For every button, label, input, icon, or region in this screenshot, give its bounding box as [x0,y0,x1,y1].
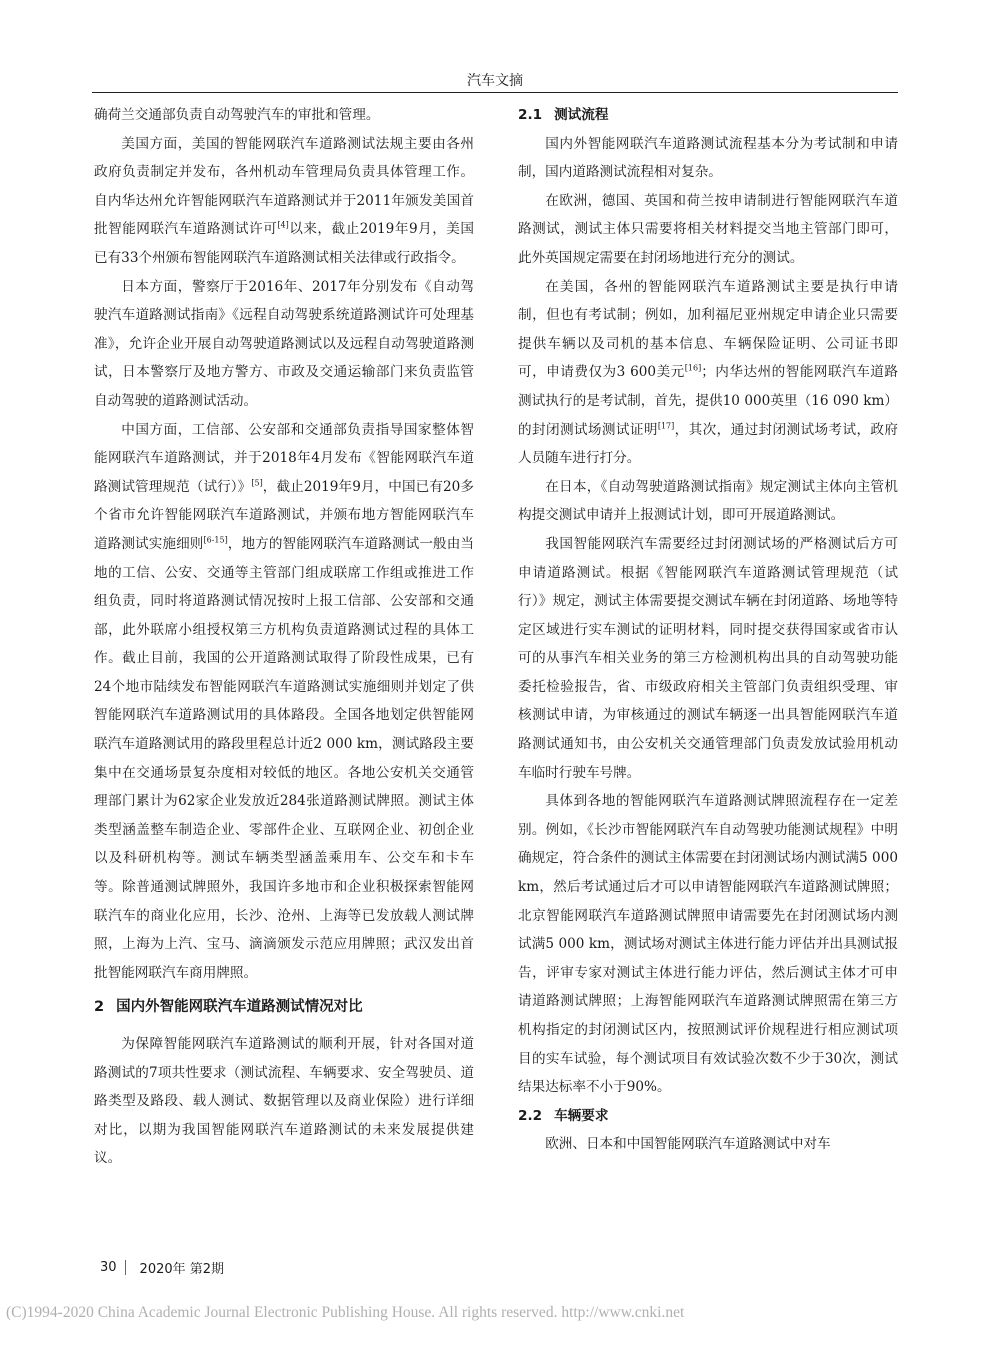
paragraph-text: 中国方面，工信部、公安部和交通部负责指导国家整体智能网联汽车道路测试，并于2018年4月发布《智能网联汽车道路测试管理规范（试行）》 [94,421,474,495]
subsection-heading [518,1102,898,1131]
section-heading [94,993,474,1022]
copyright-watermark: (C)1994-2020 China Academic Journal Electronic Publishing House. All rights reserved. http://www.cnki.net [6,1304,685,1321]
paragraph-text: ；内华达州的智能网联汽车道路测试执行的是考试制，首先，提供10 000英里（16 090 km）的封闭测试场测试证明 [518,364,898,438]
paragraph-japan: 日本方面，警察厅于2016年、2017年分别发布《自动驾驶汽车道路测试指南》《远程自动驾驶系统道路测试许可处理基准》，允许企业开展自动驾驶道路测试以及远程自动驾驶道路测试，日本警察厅及地方警方、市政及交通运输部门来负责监管自动驾驶的道路测试活动。 [94,278,474,409]
paragraph-text: 美国方面，美国的智能网联汽车道路测试法规主要由各州政府负责制定并发布，各州机动车管理局负责具体管理工作。自内华达州允许智能网联汽车道路测试并于2011年颁发美国首批智能网联汽车道路测试许可 [94,135,474,238]
subsection-number: 2.2 [518,1107,543,1124]
paragraph-europe: 在欧洲，德国、英国和荷兰按申请制进行智能网联汽车道路测试，测试主体只需要将相关材料提交当地主管部门即可，此外英国规定需要在封闭场地进行充分的测试。 [518,192,898,266]
citation-ref[interactable]: [5] [251,478,263,488]
subsection-heading [518,101,898,130]
paragraph-text: ，截止2019年9月，中国已有20多个省市允许智能网联汽车道路测试，并颁布地方智能网联汽车道路测试实施细则 [94,478,475,552]
paragraph-japan-process: 在日本，《自动驾驶道路测试指南》规定测试主体向主管机构提交测试申请并上报测试计划，即可开展道路测试。 [518,478,898,524]
journal-title: 汽车文摘 [467,73,523,89]
section-number: 2 [94,999,105,1016]
citation-ref[interactable]: [16] [684,363,702,373]
right-column [518,101,898,1159]
paragraph-text: ，地方的智能网联汽车道路测试一般由当地的工信、公安、交通等主管部门组成联席工作组或推进工作组负责，同时将道路测试情况按时上报工信部、公安部和交通部，此外联席小组授权第三方机构负责道路测试过程的具体工作。截止目前，我国的公开道路测试取得了阶段性成果，已有24个地市陆续发布智能网联汽车道路测试实施细则并划定了供智能网联汽车道路测试用的具体路段。全国各地划定供智能网联汽车道路测试用的路段里程总计近2 000 km，测试路段主要集中在交通场景复杂度相对较低的地区。各地公安机关交通管理部门累计为62家企业发放近284张道路测试牌照。测试主体类型涵盖整车制造企业、零部件企业、互联网企业、初创企业以及科研机构等。测试车辆类型涵盖乘用车、公交车和卡车等。除普通测试牌照外，我国许多地市和企业积极探索智能网联汽车的商业化应用，长沙、沧州、上海等已发放载人测试牌照，上海为上汽、宝马、滴滴颁发示范应用牌照；武汉发出首批智能网联汽车商用牌照。 [94,535,475,981]
paragraph-text: 在美国，各州的智能网联汽车道路测试主要是执行申请制，但也有考试制；例如，加利福尼亚州规定申请企业只需要提供车辆以及司机的基本信息、车辆保险证明、公司证书即可，申请费仅为3 600美元 [518,278,898,381]
section-title: 国内外智能网联汽车道路测试情况对比 [116,999,363,1016]
paragraph-china-process: 我国智能网联汽车需要经过封闭测试场的严格测试后方可申请道路测试。根据《智能网联汽车道路测试管理规范（试行）》规定，测试主体需要提交测试车辆在封闭道路、场地等特定区域进行实车测试的证明材料，同时提交获得国家或省市认可的从事汽车相关业务的第三方检测机构出具的自动驾驶功能委托检验报告，省、市级政府相关主管部门负责组织受理、审核测试申请，为审核通过的测试车辆逐一出具智能网联汽车道路测试通知书，由公安机关交通管理部门负责发放试验用机动车临时行驶车号牌。 [518,535,898,781]
paragraph-us [94,130,474,273]
paragraph-china [94,416,474,988]
citation-ref[interactable]: [4] [277,220,289,230]
subsection-title: 车辆要求 [554,1107,609,1124]
subsection-number: 2.1 [518,107,543,123]
left-column [94,101,474,1173]
citation-ref[interactable]: [17] [657,421,675,430]
page-footer [100,1258,224,1277]
issue-label: 2020年 第2期 [139,1262,225,1277]
page-number: 30 [100,1260,126,1275]
paragraph-us-process [518,273,898,473]
paragraph: 欧洲、日本和中国智能网联汽车道路测试中对车 [545,1136,831,1153]
paragraph-local-license: 具体到各地的智能网联汽车道路测试牌照流程存在一定差别。例如，《长沙市智能网联汽车自动驾驶功能测试规程》中明确规定，符合条件的测试主体需要在封闭测试场内测试满5 000 km，然后考试通过后才可以申请智能网联汽车道路测试牌照；北京智能网联汽车道路测试牌照申请需要先在封闭测试场内测试满5 000 km，测试场对测试主体进行能力评估并出具测试报告，评审专家对测试主体进行能力评估，然后测试主体才可申请道路测试牌照；上海智能网联汽车道路测试牌照需在第三方机构指定的封闭测试区内，按照测试评价规程进行相应测试项目的实车试验，每个测试项目有效试验次数不少于30次，测试结果达标率不小于90%。 [518,793,898,1096]
subsection-title: 测试流程 [554,107,609,123]
citation-ref[interactable]: [6-15] [203,535,228,545]
paragraph: 国内外智能网联汽车道路测试流程基本分为考试制和申请制，国内道路测试流程相对复杂。 [518,135,898,181]
running-header [92,70,898,93]
paragraph: 确荷兰交通部负责自动驾驶汽车的审批和管理。 [94,107,380,123]
paragraph-intro: 为保障智能网联汽车道路测试的顺利开展，针对各国对道路测试的7项共性要求（测试流程、车辆要求、安全驾驶员、道路类型及路段、载人测试、数据管理以及商业保险）进行详细对比，以期为我国智能网联汽车道路测试的未来发展提供建议。 [94,1036,474,1167]
paragraph-text: ，其次，通过封闭测试场考试，政府人员随车进行打分。 [518,421,899,467]
paragraph-text: 以来，截止2019年9月，美国已有33个州颁布智能网联汽车道路测试相关法律或行政指令。 [94,221,475,266]
